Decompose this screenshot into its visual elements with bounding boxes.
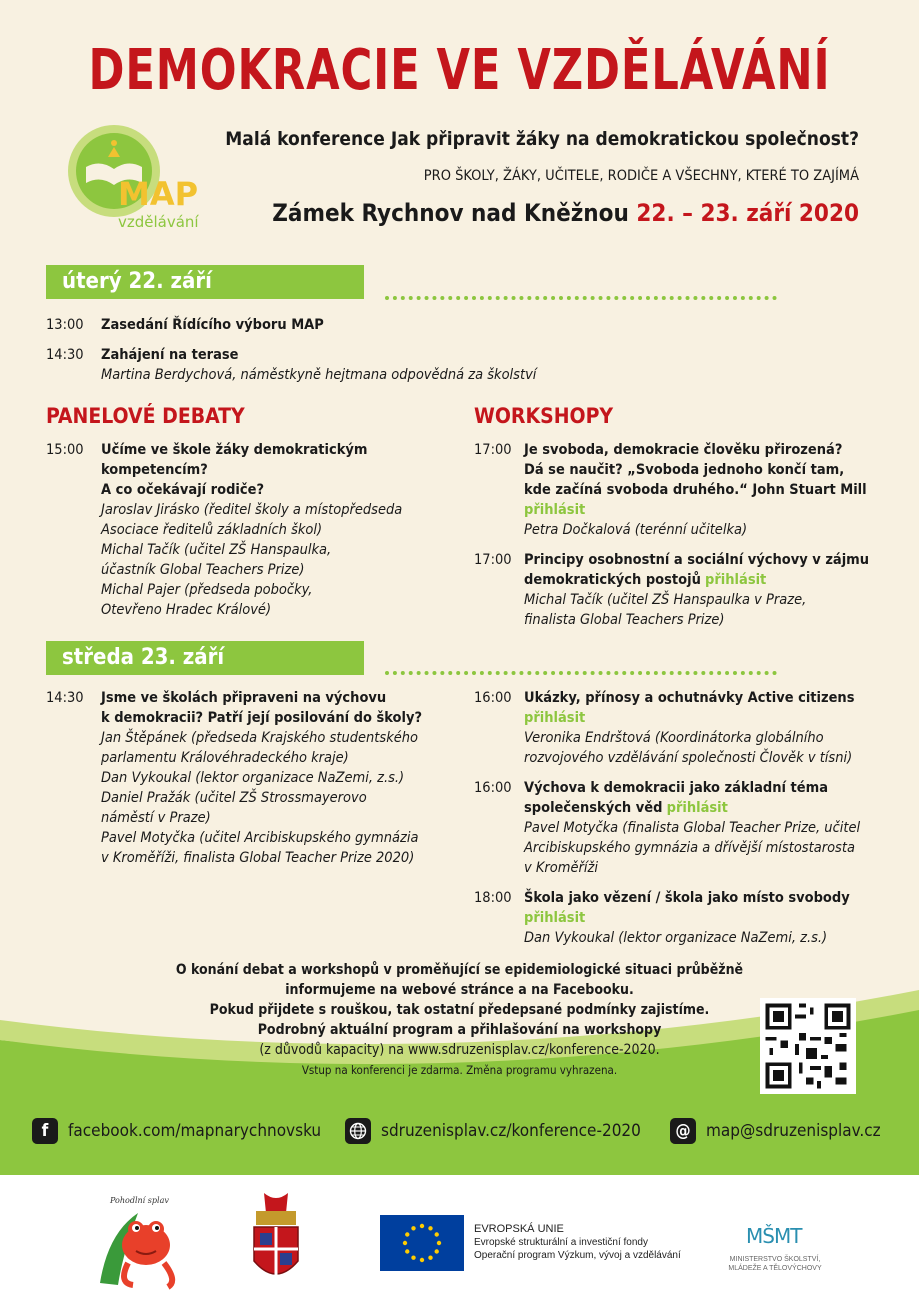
eu-star	[435, 1249, 439, 1253]
register-link[interactable]: přihlásit	[705, 572, 767, 588]
register-link[interactable]: přihlásit	[524, 710, 586, 726]
email-link[interactable]: @ map@sdruzenisplav.cz	[670, 1116, 881, 1146]
event-row: 14:30 Zahájení na terase Martina Berdychová, náměstkyně hejtmana odpovědná za školství	[46, 345, 746, 385]
day1-band: úterý 22. září	[46, 265, 364, 299]
event-title: Zahájení na terase	[101, 347, 239, 363]
eu-star	[403, 1241, 407, 1245]
eu-star	[420, 1258, 424, 1262]
eu-star	[405, 1232, 409, 1236]
panel-event: 15:00 Učíme ve škole žáky demokratickým kompetencím? A co očekávají rodiče? Jaroslav Jirásko (ředitel školy a místopředseda Asociace ředitelů základních škol) Michal Tačík (učitel ZŠ Hanspaulka, účastník Global Teachers Prize) Michal Pajer (předseda pobočky, Otevřeno Hradec Králové)	[46, 442, 403, 618]
splav-frog-logo	[88, 1193, 193, 1293]
eu-star	[435, 1232, 439, 1236]
venue-place: Zámek Rychnov nad Kněžnou	[272, 199, 629, 227]
workshop-event: 16:00 Ukázky, přínosy a ochutnávky Active citizens přihlásit Veronika Endrštová (Koordinátorka globálního rozvojového vzdělávání společnosti Člověk v tísni)	[474, 688, 884, 768]
event-row: 13:00 Zasedání Řídícího výboru MAP	[46, 317, 324, 333]
divider-dots	[385, 671, 777, 675]
eu-flag-logo	[380, 1215, 464, 1271]
register-link[interactable]: přihlásit	[666, 800, 728, 816]
map-logo	[56, 123, 216, 238]
facebook-link[interactable]: f facebook.com/mapnarychnovsku	[32, 1116, 321, 1146]
eu-star	[428, 1256, 432, 1260]
footer-logos	[0, 1175, 919, 1300]
map-logo-text: MAP	[118, 175, 199, 213]
svg-text:Pohodlní splav: Pohodlní splav	[110, 1196, 169, 1205]
panel-heading: PANELOVÉ DEBATY	[46, 404, 245, 428]
eu-star	[428, 1226, 432, 1230]
workshop-event: 17:00 Je svoboda, demokracie člověku přirozená? Dá se naučit? „Svoboda jednoho končí tam, kde začíná svoboda druhého.“ John Stuart Mill přihlásit Petra Dočkalová (terénní učitelka)	[474, 440, 884, 540]
msmt-text: MINISTERSTVO ŠKOLSTVÍ, MLÁDEŽE A TĚLOVÝCHOVY	[728, 1256, 822, 1272]
svg-text:MŠMT: MŠMT	[746, 1224, 802, 1248]
coat-of-arms-logo	[246, 1191, 306, 1291]
eu-star	[420, 1224, 424, 1228]
info-note: O konání debat a workshopů v proměňující se epidemiologické situaci průběžně informujeme na webové stránce a na Facebooku. Pokud přijdete s rouškou, tak ostatní předepsané podmínky zajistíme. Podrobný aktuální program a přihlašování na workshopy (z důvodů kapacity) na www.sdruzenisplav.cz/konference-2020. Vstup na konferenci je zdarma. Změna programu vyhrazena.	[175, 962, 744, 1077]
eu-star	[411, 1256, 415, 1260]
register-link[interactable]: přihlásit	[524, 910, 586, 926]
event-person: Martina Berdychová, náměstkyně hejtmana odpovědná za školství	[101, 367, 537, 383]
msmt-logo	[742, 1215, 802, 1251]
day2-band: středa 23. září	[46, 641, 364, 675]
venue-dates: 22. – 23. září 2020	[636, 199, 859, 227]
globe-icon	[345, 1118, 371, 1144]
divider-dots	[385, 296, 777, 300]
workshop-event: 18:00 Škola jako vězení / škola jako místo svobody přihlásit Dan Vykoukal (lektor organizace NaZemi, z.s.)	[474, 888, 884, 948]
at-icon: @	[670, 1118, 696, 1144]
poster-title: DEMOKRACIE VE VZDĚLÁVÁNÍ	[88, 38, 831, 103]
contact-bar	[0, 1116, 919, 1146]
panel-event: 14:30 Jsme ve školách připraveni na výchovu k demokracii? Patří její posilování do školy? Jan Štěpánek (předseda Krajského studentského parlamentu Královéhradeckého kraje) Dan Vykoukal (lektor organizace NaZemi, z.s.) Daniel Pražák (učitel ZŠ Strossmayerovo náměstí v Praze) Pavel Motyčka (učitel Arcibiskupského gymnázia v Kroměříži, finalista Global Teacher Prize 2020)	[46, 690, 423, 866]
eu-star	[437, 1241, 441, 1245]
eu-star	[405, 1249, 409, 1253]
workshop-heading: WORKSHOPY	[474, 404, 614, 428]
venue-line	[272, 199, 859, 227]
eu-star	[411, 1226, 415, 1230]
conference-subtitle: Malá konference Jak připravit žáky na demokratickou společnost?	[225, 128, 859, 150]
event-title: Zasedání Řídícího výboru MAP	[101, 317, 324, 333]
facebook-icon: f	[32, 1118, 58, 1144]
svg-text:vzdělávání: vzdělávání	[118, 213, 199, 231]
web-link[interactable]: sdruzenisplav.cz/konference-2020	[345, 1116, 641, 1146]
workshop-event: 17:00 Principy osobnostní a sociální výchovy v zájmu demokratických postojů přihlásit Michal Tačík (učitel ZŠ Hanspaulka v Praze, finalista Global Teachers Prize)	[474, 552, 870, 628]
register-link[interactable]: přihlásit	[524, 502, 586, 518]
eu-text: EVROPSKÁ UNIE Evropské strukturální a investiční fondy Operační program Výzkum, vývoj a vzdělávání	[474, 1223, 681, 1261]
workshop-event: 16:00 Výchova k demokracii jako základní téma společenských věd přihlásit Pavel Motyčka (finalista Global Teacher Prize, učitel Arcibiskupského gymnázia a dřívější místostarosta v Kroměříži	[474, 780, 861, 876]
audience-line: PRO ŠKOLY, ŽÁKY, UČITELE, RODIČE A VŠECHNY, KTERÉ TO ZAJÍMÁ	[423, 168, 859, 184]
qr-code[interactable]	[760, 998, 856, 1094]
